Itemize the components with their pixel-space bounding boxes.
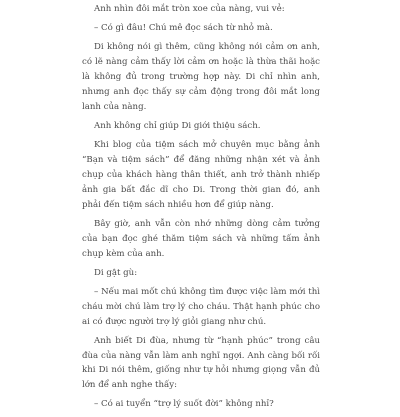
paragraph: – Nếu mai mốt chú không tìm được việc làm mới thì cháu mời chú làm trợ lý cho cháu. Thật hạnh phúc cho ai có được người trợ lý giỏi giang như chú. (82, 286, 320, 327)
paragraph: – Có ai tuyển “trợ lý suốt đời” không nhỉ? (94, 399, 274, 410)
paragraph: Anh không chỉ giúp Di giới thiệu sách. (94, 120, 261, 131)
paragraph: Anh biết Di đùa, nhưng từ “hạnh phúc” trong câu đùa của nàng vẫn làm anh nghĩ ngợi. Anh càng bối rối khi Di nói thêm, giống như tự hỏi nhưng giọng vẫn đủ lớn để anh nghe thấy: (82, 335, 320, 391)
paragraph: Di gật gù: (94, 267, 138, 278)
body-text (82, 2, 320, 417)
paragraph: – Có gì đâu! Chú mê đọc sách từ nhỏ mà. (94, 23, 273, 34)
paragraph: Di không nói gì thêm, cũng không nói cảm ơn anh, có lẽ nàng cảm thấy lời cảm ơn hoặc là thừa thãi hoặc là không đủ trong trường hợp này. Di chỉ nhìn anh, nhưng anh đọc thấy sự cảm động trong đôi mắt long lanh của nàng. (82, 42, 320, 112)
paragraph: Anh nhìn đôi mắt tròn xoe của nàng, vui vẻ: (94, 4, 285, 14)
paragraph: Bây giờ, anh vẫn còn nhớ những dòng cảm tưởng của bạn đọc ghé thăm tiệm sách và những tấm ảnh chụp kèm của anh. (82, 218, 320, 259)
paragraph: Khi blog của tiệm sách mở chuyên mục bằng ảnh “Bạn và tiệm sách” để đăng những nhận xét và ảnh chụp của khách hàng thân thiết, anh trở thành nhiếp ảnh gia bất đắc dĩ cho Di. Trong thời gian đó, anh phải đến tiệm sách nhiều hơn để giúp nàng. (82, 140, 320, 210)
